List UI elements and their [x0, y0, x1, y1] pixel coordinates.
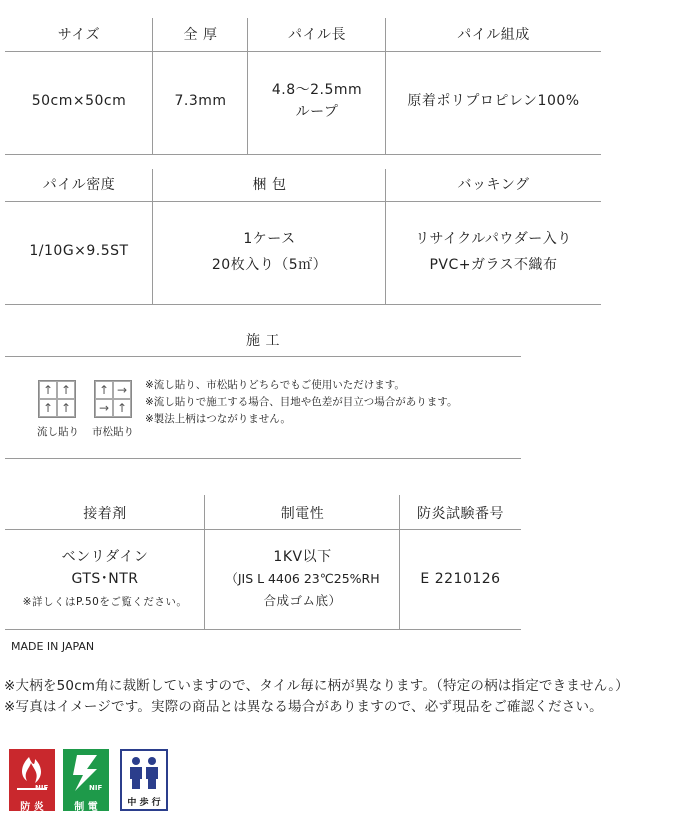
arrow-up-icon: ↑: [57, 381, 75, 399]
arrow-up-icon: ↑: [113, 399, 131, 417]
arrow-up-icon: ↑: [95, 381, 113, 399]
header-antistatic: 制電性: [280, 506, 325, 522]
header-thickness: 全 厚: [183, 27, 218, 43]
header-packing: 梱 包: [252, 177, 287, 193]
value-fire-test-number: E 2210126: [420, 571, 501, 587]
value-pile-length: 4.8〜2.5mm: [271, 82, 363, 98]
table3-header-rule: [5, 529, 521, 530]
value-thickness: 7.3mm: [174, 93, 227, 109]
arrow-right-icon: →: [95, 399, 113, 417]
table2-header-rule: [5, 201, 601, 202]
checker-layout-diagram: [94, 380, 132, 418]
fire-retardant-badge: [9, 749, 55, 811]
arrow-up-icon: ↑: [39, 381, 57, 399]
value-size: 50cm×50cm: [31, 93, 127, 109]
table1-divider: [152, 18, 153, 154]
construction-note: ※流し貼りで施工する場合、目地や色差が目立つ場合があります。: [145, 396, 458, 408]
value-adhesive-name: ベンリダイン: [61, 549, 149, 565]
fire-badge-mark: NIF: [35, 784, 49, 792]
value-antistatic-standard: （JIS L 4406 23℃25%RH: [225, 571, 380, 586]
value-backing-composition: PVC+ガラス不織布: [429, 257, 558, 273]
construction-header-rule: [5, 356, 521, 357]
footnote: ※写真はイメージです。実際の商品とは異なる場合がありますので、必ず現品をご確認ください。: [4, 699, 603, 715]
flow-layout-diagram: [38, 380, 76, 418]
arrow-right-icon: →: [113, 381, 131, 399]
adhesive-note: ※詳しくはP.50をご覧ください。: [22, 596, 188, 608]
static-badge-mark: NIF: [89, 784, 103, 792]
table2-bottom-rule: [5, 304, 601, 305]
value-antistatic: 1KV以下: [273, 549, 332, 565]
walk-badge-label: 中 歩 行: [127, 798, 161, 808]
table1-header-rule: [5, 51, 601, 52]
value-pile-density: 1/10G×9.5ST: [29, 243, 129, 259]
static-badge-label: 制 電: [74, 802, 98, 813]
value-packing-area: 20枚入り（5㎡）: [211, 257, 328, 273]
made-in-label: MADE IN JAPAN: [11, 640, 95, 653]
arrow-up-icon: ↑: [39, 399, 57, 417]
value-pile-composition: 原着ポリプロピレン100%: [407, 93, 580, 109]
checker-layout-label: 市松貼り: [92, 426, 134, 438]
fire-badge-label: 防 炎: [20, 802, 44, 813]
header-fire-test-number: 防炎試験番号: [417, 506, 504, 522]
table3-bottom-rule: [5, 629, 521, 630]
header-adhesive: 接着剤: [83, 506, 127, 522]
construction-note: ※製法上柄はつながりません。: [145, 413, 291, 425]
construction-title: 施 工: [246, 333, 280, 349]
value-backing-material: リサイクルパウダー入り: [415, 231, 572, 247]
medium-traffic-badge: [120, 749, 168, 811]
construction-note: ※流し貼り、市松貼りどちらでもご使用いただけます。: [145, 379, 405, 391]
value-adhesive-type: GTS･NTR: [71, 571, 139, 587]
table1-bottom-rule: [5, 154, 601, 155]
header-pile-composition: パイル組成: [457, 27, 530, 43]
footnote: ※大柄を50cm角に裁断していますので、タイル毎に柄が異なります。（特定の柄は指定できません。）: [4, 678, 629, 694]
construction-bottom-rule: [5, 458, 521, 459]
flow-layout-label: 流し貼り: [37, 426, 79, 438]
header-size: サイズ: [57, 27, 101, 43]
arrow-up-icon: ↑: [57, 399, 75, 417]
header-pile-density: パイル密度: [42, 177, 116, 193]
header-backing: バッキング: [457, 177, 530, 193]
value-antistatic-condition: 合成ゴム底）: [263, 593, 342, 608]
header-pile-length: パイル長: [288, 27, 346, 43]
value-pile-length-note: ループ: [295, 104, 339, 120]
antistatic-badge: [63, 749, 109, 811]
value-packing-count: 1ケース: [243, 231, 296, 247]
